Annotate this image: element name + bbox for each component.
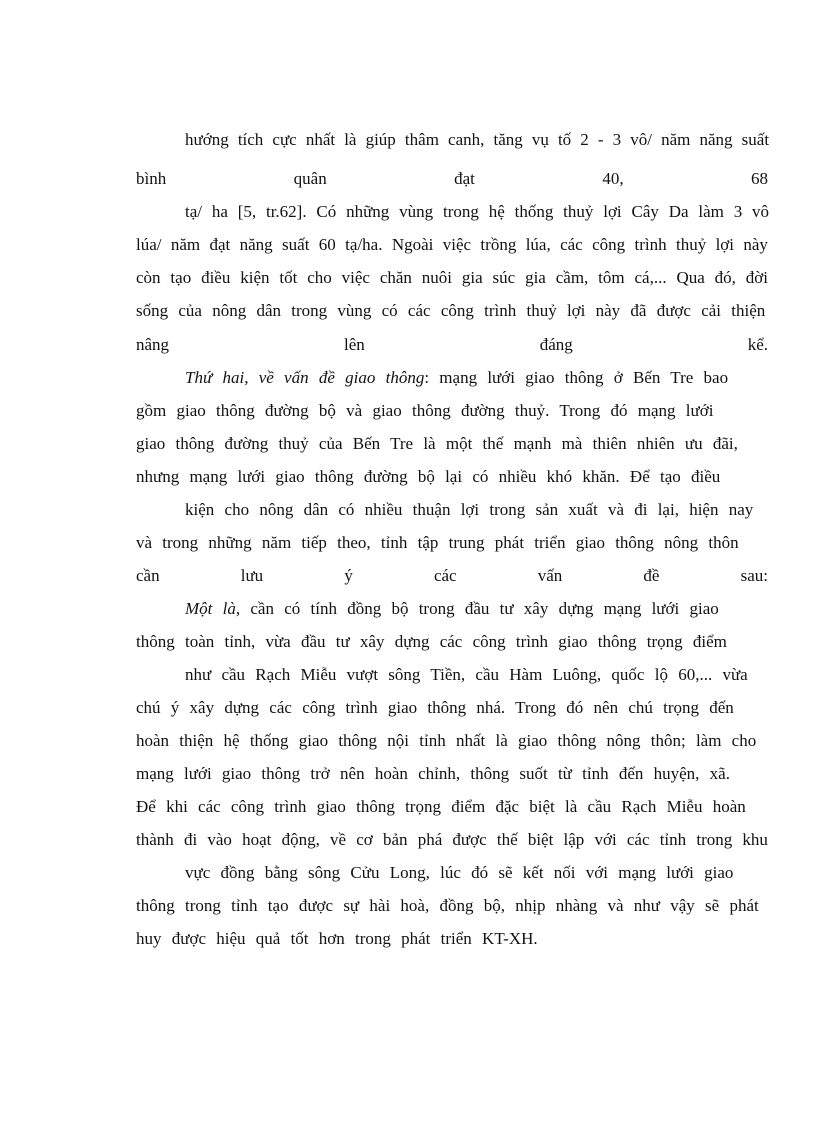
text-line: thông trong tỉnh tạo được sự hài hoà, đồng bộ, nhịp nhàng và như vậy sẽ phát (136, 896, 759, 915)
text-line: kiện cho nông dân có nhiều thuận lợi trong sản xuất và đi lại, hiện nay (185, 500, 754, 519)
text-line-justified (136, 168, 768, 190)
emphasis-heading: Một là, (185, 599, 241, 618)
text-line: chú ý xây dựng các công trình giao thông nhá. Trong đó nên chú trọng đến (136, 698, 734, 717)
text-line: tạ/ ha [5, tr.62]. Có những vùng trong hệ thống thuỷ lợi Cây Da làm 3 vô (185, 202, 770, 221)
text-line: mạng lưới giao thông trở nên hoàn chỉnh, thông suốt từ tỉnh đến huyện, xã. (136, 764, 730, 783)
emphasis-heading: Thứ hai, về vấn đề giao thông (185, 368, 425, 387)
word: lên (343, 335, 365, 354)
text-line: còn tạo điều kiện tốt cho việc chăn nuôi gia súc gia cầm, tôm cá,... Qua đó, đời (136, 268, 769, 287)
word: 40, (602, 169, 624, 188)
text-line: Để khi các công trình giao thông trọng điểm đặc biệt là cầu Rạch Miễu hoàn (136, 797, 746, 816)
word: nâng (136, 335, 170, 354)
word: sau: (740, 566, 768, 585)
text-line: sống của nông dân trong vùng có các công trình thuỷ lợi này đã được cải thiện (136, 301, 766, 320)
text-line: huy được hiệu quả tốt hơn trong phát triển KT-XH. (136, 929, 538, 948)
text-line: giao thông đường thuỷ của Bến Tre là một thế mạnh mà thiên nhiên ưu đãi, (136, 434, 738, 453)
text-line: và trong những năm tiếp theo, tỉnh tập trung phát triển giao thông nông thôn (136, 533, 739, 552)
text-line-justified (136, 334, 768, 356)
word: quân (293, 169, 327, 188)
word: ý (344, 566, 353, 585)
text-line: thông toàn tỉnh, vừa đầu tư xây dựng các công trình giao thông trọng điểm (136, 632, 727, 651)
text-line: vực đồng bằng sông Cửu Long, lúc đó sẽ kết nối với mạng lưới giao (185, 863, 734, 882)
word: vấn (537, 566, 563, 585)
text-line: lúa/ năm đạt năng suất 60 tạ/ha. Ngoài việc trồng lúa, các công trình thuỷ lợi này (136, 235, 768, 254)
text-line: gồm giao thông đường bộ và giao thông đường thuỷ. Trong đó mạng lưới (136, 401, 714, 420)
text-run: : mạng lưới giao thông ở Bến Tre bao (424, 368, 729, 387)
text-line: thành đi vào hoạt động, về cơ bản phá được thế biệt lập với các tỉnh trong khu (136, 830, 768, 849)
word: kể. (747, 335, 768, 354)
text-line-justified (136, 565, 768, 587)
word: cần (136, 566, 160, 585)
text-line: hướng tích cực nhất là giúp thâm canh, tăng vụ tố 2 - 3 vô/ năm năng suất (185, 130, 770, 149)
text-line (185, 367, 769, 389)
word: các (433, 566, 457, 585)
word: lưu (240, 566, 264, 585)
text-line: nhưng mạng lưới giao thông đường bộ lại có nhiều khó khăn. Để tạo điều (136, 467, 721, 486)
text-line (185, 598, 769, 620)
text-line: hoàn thiện hệ thống giao thông nội tỉnh nhất là giao thông nông thôn; làm cho (136, 731, 757, 750)
text-run: cần có tính đồng bộ trong đầu tư xây dựng mạng lưới giao (240, 599, 719, 618)
word: 68 (751, 169, 768, 188)
word: đề (643, 566, 660, 585)
word: đáng (539, 335, 573, 354)
word: đạt (454, 169, 475, 188)
word: bình (136, 169, 167, 188)
text-line: như cầu Rạch Miễu vượt sông Tiền, cầu Hàm Luông, quốc lộ 60,... vừa (185, 665, 748, 684)
